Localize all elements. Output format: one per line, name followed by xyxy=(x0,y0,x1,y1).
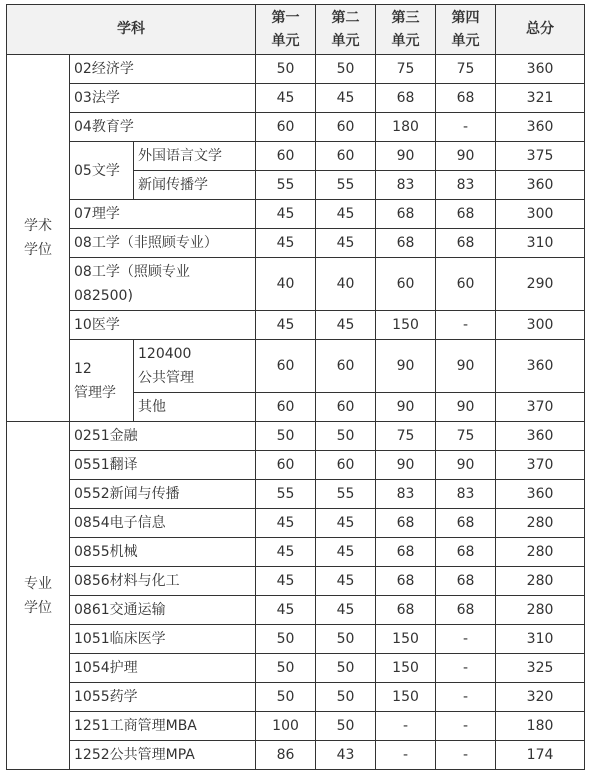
unit3-score: 90 xyxy=(376,142,436,171)
unit4-score: 68 xyxy=(436,84,496,113)
table-row xyxy=(7,84,585,113)
unit3-score: 83 xyxy=(376,171,436,200)
unit4-score: 90 xyxy=(436,340,496,393)
subject-name: 0551翻译 xyxy=(70,451,256,480)
total-score: 310 xyxy=(496,229,585,258)
subject-name: 0855机械 xyxy=(70,538,256,567)
unit3-score: 68 xyxy=(376,567,436,596)
academic-degree-cell xyxy=(7,55,70,422)
unit2-score: 50 xyxy=(316,422,376,451)
unit3-score: 68 xyxy=(376,509,436,538)
unit2-score: 60 xyxy=(316,393,376,422)
unit4-score: 68 xyxy=(436,596,496,625)
unit1-score: 45 xyxy=(256,596,316,625)
unit2-score: 45 xyxy=(316,311,376,340)
unit2-score: 55 xyxy=(316,480,376,509)
subject-name: 1055药学 xyxy=(70,683,256,712)
table-row xyxy=(7,311,585,340)
unit4-score: 68 xyxy=(436,538,496,567)
unit4-score: 68 xyxy=(436,200,496,229)
unit4-score: - xyxy=(436,625,496,654)
unit1-score: 50 xyxy=(256,654,316,683)
unit1-score: 45 xyxy=(256,567,316,596)
unit1-score: 45 xyxy=(256,84,316,113)
unit1-score: 86 xyxy=(256,741,316,770)
unit3-score: 68 xyxy=(376,596,436,625)
unit2-score: 50 xyxy=(316,625,376,654)
unit1-score: 55 xyxy=(256,171,316,200)
unit4-score: - xyxy=(436,311,496,340)
unit4-score: - xyxy=(436,741,496,770)
total-score: 360 xyxy=(496,171,585,200)
sub-subject-name: 外国语言文学 xyxy=(134,142,256,171)
unit1-score: 50 xyxy=(256,55,316,84)
unit2-score: 45 xyxy=(316,596,376,625)
unit4-score: 68 xyxy=(436,229,496,258)
unit2-score: 40 xyxy=(316,258,376,311)
unit1-score: 45 xyxy=(256,509,316,538)
sub-subject-name: 其他 xyxy=(134,393,256,422)
unit1-score: 40 xyxy=(256,258,316,311)
unit3-score: 90 xyxy=(376,393,436,422)
unit2-score: 50 xyxy=(316,683,376,712)
unit2-score: 60 xyxy=(316,113,376,142)
unit4-score: 75 xyxy=(436,55,496,84)
subject-name: 0856材料与化工 xyxy=(70,567,256,596)
table-row xyxy=(7,712,585,741)
unit4-score: - xyxy=(436,712,496,741)
total-score: 360 xyxy=(496,113,585,142)
unit3-score: 180 xyxy=(376,113,436,142)
total-score: 290 xyxy=(496,258,585,311)
subject-name: 0552新闻与传播 xyxy=(70,480,256,509)
table-row xyxy=(7,451,585,480)
unit3-score: 68 xyxy=(376,229,436,258)
unit2-score: 45 xyxy=(316,509,376,538)
header-unit3: 第三 单元 xyxy=(376,5,436,55)
table-row xyxy=(7,480,585,509)
unit4-score: 90 xyxy=(436,451,496,480)
unit1-score: 100 xyxy=(256,712,316,741)
table-row xyxy=(7,55,585,84)
unit1-score: 60 xyxy=(256,451,316,480)
table-row xyxy=(7,538,585,567)
unit3-score: 60 xyxy=(376,258,436,311)
unit2-score: 45 xyxy=(316,538,376,567)
table-row xyxy=(7,229,585,258)
table-row xyxy=(7,200,585,229)
unit4-score: 75 xyxy=(436,422,496,451)
unit2-score: 45 xyxy=(316,84,376,113)
sub-subject-name: 120400 公共管理 xyxy=(134,340,256,393)
total-score: 300 xyxy=(496,311,585,340)
table-row xyxy=(7,683,585,712)
header-total: 总分 xyxy=(496,5,585,55)
unit1-score: 60 xyxy=(256,393,316,422)
total-score: 360 xyxy=(496,480,585,509)
sub-subject-name: 新闻传播学 xyxy=(134,171,256,200)
degree-label: 学术 学位 xyxy=(24,218,52,258)
total-score: 320 xyxy=(496,683,585,712)
unit3-score: 150 xyxy=(376,654,436,683)
total-score: 310 xyxy=(496,625,585,654)
unit1-score: 45 xyxy=(256,538,316,567)
total-score: 280 xyxy=(496,538,585,567)
unit1-score: 50 xyxy=(256,625,316,654)
total-score: 174 xyxy=(496,741,585,770)
unit2-score: 50 xyxy=(316,654,376,683)
header-unit1: 第一 单元 xyxy=(256,5,316,55)
table-row xyxy=(7,142,585,171)
total-score: 360 xyxy=(496,340,585,393)
unit3-score: 68 xyxy=(376,84,436,113)
total-score: 180 xyxy=(496,712,585,741)
total-score: 300 xyxy=(496,200,585,229)
degree-label: 专业 学位 xyxy=(24,575,52,616)
unit1-score: 50 xyxy=(256,422,316,451)
total-score: 360 xyxy=(496,422,585,451)
subject-group-name: 05文学 xyxy=(70,142,134,200)
total-score: 325 xyxy=(496,654,585,683)
table-row xyxy=(7,113,585,142)
unit3-score: - xyxy=(376,741,436,770)
unit3-score: 90 xyxy=(376,340,436,393)
subject-name: 1054护理 xyxy=(70,654,256,683)
subject-name: 0861交通运输 xyxy=(70,596,256,625)
total-score: 375 xyxy=(496,142,585,171)
subject-name: 08工学（照顾专业 082500) xyxy=(70,258,256,311)
table-row xyxy=(7,741,585,770)
unit3-score: 83 xyxy=(376,480,436,509)
unit3-score: 75 xyxy=(376,55,436,84)
subject-name: 0854电子信息 xyxy=(70,509,256,538)
unit3-score: 68 xyxy=(376,200,436,229)
subject-name: 02经济学 xyxy=(70,55,256,84)
unit4-score: 83 xyxy=(436,480,496,509)
unit2-score: 45 xyxy=(316,567,376,596)
unit4-score: - xyxy=(436,654,496,683)
unit4-score: 90 xyxy=(436,393,496,422)
unit1-score: 45 xyxy=(256,200,316,229)
subject-name: 10医学 xyxy=(70,311,256,340)
unit3-score: 150 xyxy=(376,683,436,712)
table-row xyxy=(7,258,585,311)
unit1-score: 60 xyxy=(256,113,316,142)
unit1-score: 55 xyxy=(256,480,316,509)
unit2-score: 45 xyxy=(316,200,376,229)
unit2-score: 43 xyxy=(316,741,376,770)
table-row xyxy=(7,625,585,654)
subject-name: 1251工商管理MBA xyxy=(70,712,256,741)
total-score: 280 xyxy=(496,596,585,625)
unit4-score: 83 xyxy=(436,171,496,200)
unit3-score: - xyxy=(376,712,436,741)
subject-name: 03法学 xyxy=(70,84,256,113)
subject-name: 1051临床医学 xyxy=(70,625,256,654)
unit3-score: 90 xyxy=(376,451,436,480)
unit4-score: - xyxy=(436,113,496,142)
subject-name: 1252公共管理MPA xyxy=(70,741,256,770)
subject-name: 04教育学 xyxy=(70,113,256,142)
unit3-score: 150 xyxy=(376,311,436,340)
unit2-score: 50 xyxy=(316,55,376,84)
unit1-score: 60 xyxy=(256,142,316,171)
unit2-score: 55 xyxy=(316,171,376,200)
unit3-score: 75 xyxy=(376,422,436,451)
table-row xyxy=(7,596,585,625)
table-row xyxy=(7,422,585,451)
header-subject: 学科 xyxy=(7,5,256,55)
total-score: 370 xyxy=(496,393,585,422)
total-score: 280 xyxy=(496,567,585,596)
score-table xyxy=(6,4,585,770)
unit4-score: 68 xyxy=(436,509,496,538)
table-row xyxy=(7,654,585,683)
header-unit4: 第四 单元 xyxy=(436,5,496,55)
table-row xyxy=(7,567,585,596)
unit3-score: 68 xyxy=(376,538,436,567)
unit4-score: 68 xyxy=(436,567,496,596)
table-row xyxy=(7,509,585,538)
table-row xyxy=(7,340,585,393)
unit1-score: 50 xyxy=(256,683,316,712)
professional-degree-cell xyxy=(7,422,70,770)
unit4-score: 90 xyxy=(436,142,496,171)
total-score: 280 xyxy=(496,509,585,538)
unit2-score: 60 xyxy=(316,451,376,480)
subject-name: 07理学 xyxy=(70,200,256,229)
header-row xyxy=(7,5,585,55)
total-score: 360 xyxy=(496,55,585,84)
header-unit2: 第二 单元 xyxy=(316,5,376,55)
unit2-score: 60 xyxy=(316,142,376,171)
table-body xyxy=(7,5,585,770)
unit2-score: 45 xyxy=(316,229,376,258)
unit4-score: - xyxy=(436,683,496,712)
subject-group-name: 12 管理学 xyxy=(70,340,134,422)
unit2-score: 60 xyxy=(316,340,376,393)
subject-name: 0251金融 xyxy=(70,422,256,451)
unit1-score: 45 xyxy=(256,311,316,340)
total-score: 370 xyxy=(496,451,585,480)
unit1-score: 45 xyxy=(256,229,316,258)
unit3-score: 150 xyxy=(376,625,436,654)
unit1-score: 60 xyxy=(256,340,316,393)
unit4-score: 60 xyxy=(436,258,496,311)
subject-name: 08工学（非照顾专业） xyxy=(70,229,256,258)
unit2-score: 50 xyxy=(316,712,376,741)
total-score: 321 xyxy=(496,84,585,113)
